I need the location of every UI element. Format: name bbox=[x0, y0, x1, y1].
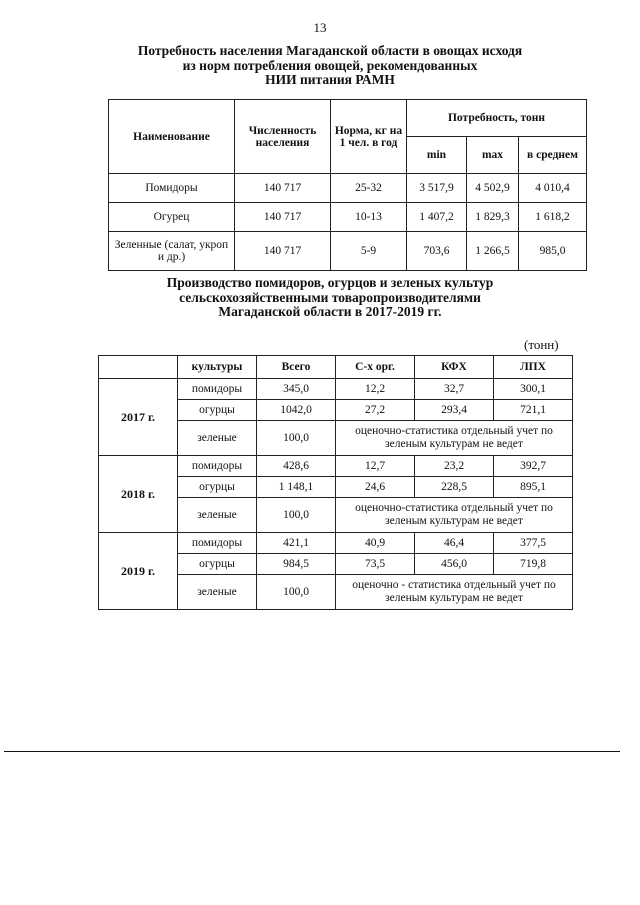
cell-crop: помидоры bbox=[178, 533, 257, 554]
cell-note: оценочно-статистика отдельный учет по зеленым культурам не ведет bbox=[336, 498, 573, 533]
header-total: Всего bbox=[257, 356, 336, 379]
cell-max: 1 829,3 bbox=[467, 203, 519, 232]
cell-org: 73,5 bbox=[336, 554, 415, 575]
cell-total: 100,0 bbox=[257, 498, 336, 533]
header-avg: в среднем bbox=[519, 137, 587, 174]
table-row bbox=[99, 456, 573, 477]
header-need: Потребность, тонн bbox=[407, 100, 587, 137]
cell-lph: 895,1 bbox=[494, 477, 573, 498]
cell-kfh: 32,7 bbox=[415, 379, 494, 400]
cell-crop: огурцы bbox=[178, 477, 257, 498]
cell-org: 24,6 bbox=[336, 477, 415, 498]
cell-kfh: 228,5 bbox=[415, 477, 494, 498]
cell-population: 140 717 bbox=[235, 174, 331, 203]
cell-lph: 377,5 bbox=[494, 533, 573, 554]
table2-title-line: Производство помидоров, огурцов и зеленых культур bbox=[166, 275, 494, 290]
cell-crop: зеленые bbox=[178, 575, 257, 610]
cell-min: 703,6 bbox=[407, 232, 467, 271]
year-cell: 2018 г. bbox=[99, 456, 178, 533]
cell-org: 12,2 bbox=[336, 379, 415, 400]
page-number: 13 bbox=[313, 20, 327, 35]
cell-org: 40,9 bbox=[336, 533, 415, 554]
cell-total: 984,5 bbox=[257, 554, 336, 575]
cell-min: 3 517,9 bbox=[407, 174, 467, 203]
cell-org: 12,7 bbox=[336, 456, 415, 477]
cell-avg: 1 618,2 bbox=[519, 203, 587, 232]
cell-total: 421,1 bbox=[257, 533, 336, 554]
cell-total: 345,0 bbox=[257, 379, 336, 400]
table-row bbox=[99, 379, 573, 400]
header-population: Численность населения bbox=[235, 100, 331, 174]
cell-name: Огурец bbox=[109, 203, 235, 232]
header-crop: культуры bbox=[178, 356, 257, 379]
header-max: max bbox=[467, 137, 519, 174]
table2-title-line: Магаданской области в 2017-2019 гг. bbox=[218, 304, 442, 319]
header-org: С-х орг. bbox=[336, 356, 415, 379]
header-kfh: КФХ bbox=[415, 356, 494, 379]
table1-title-line: из норм потребления овощей, рекомендованных bbox=[182, 57, 478, 73]
cell-total: 100,0 bbox=[257, 421, 336, 456]
table2-title-line: сельскохозяйственными товаропроизводителями bbox=[179, 289, 481, 305]
cell-population: 140 717 bbox=[235, 203, 331, 232]
table-row bbox=[109, 203, 587, 232]
cell-min: 1 407,2 bbox=[407, 203, 467, 232]
table1-title bbox=[100, 44, 560, 88]
cell-population: 140 717 bbox=[235, 232, 331, 271]
table-row bbox=[99, 533, 573, 554]
cell-crop: помидоры bbox=[178, 379, 257, 400]
cell-name: Помидоры bbox=[109, 174, 235, 203]
table-row bbox=[109, 232, 587, 271]
cell-avg: 985,0 bbox=[519, 232, 587, 271]
vegetable-demand-table bbox=[108, 99, 587, 271]
cell-norm: 10-13 bbox=[331, 203, 407, 232]
table1-title-line: Потребность населения Магаданской области в овощах исходя bbox=[137, 43, 523, 58]
footer-divider bbox=[4, 751, 620, 752]
header-min: min bbox=[407, 137, 467, 174]
cell-lph: 721,1 bbox=[494, 400, 573, 421]
cell-kfh: 23,2 bbox=[415, 456, 494, 477]
cell-lph: 392,7 bbox=[494, 456, 573, 477]
cell-crop: помидоры bbox=[178, 456, 257, 477]
cell-kfh: 456,0 bbox=[415, 554, 494, 575]
unit-label: (тонн) bbox=[524, 337, 559, 352]
cell-lph: 300,1 bbox=[494, 379, 573, 400]
cell-crop: зеленые bbox=[178, 498, 257, 533]
cell-name: Зеленные (салат, укроп и др.) bbox=[109, 232, 235, 271]
table-row bbox=[109, 174, 587, 203]
cell-note: оценочно-статистика отдельный учет по зеленым культурам не ведет bbox=[336, 421, 573, 456]
header-norm: Норма, кг на 1 чел. в год bbox=[331, 100, 407, 174]
cell-total: 428,6 bbox=[257, 456, 336, 477]
cell-total: 100,0 bbox=[257, 575, 336, 610]
cell-crop: огурцы bbox=[178, 400, 257, 421]
cell-max: 4 502,9 bbox=[467, 174, 519, 203]
cell-lph: 719,8 bbox=[494, 554, 573, 575]
table2-title bbox=[110, 276, 550, 320]
header-year-blank bbox=[99, 356, 178, 379]
cell-norm: 25-32 bbox=[331, 174, 407, 203]
cell-kfh: 293,4 bbox=[415, 400, 494, 421]
cell-crop: огурцы bbox=[178, 554, 257, 575]
year-cell: 2019 г. bbox=[99, 533, 178, 610]
table1-title-line: НИИ питания РАМН bbox=[265, 72, 395, 87]
cell-org: 27,2 bbox=[336, 400, 415, 421]
year-cell: 2017 г. bbox=[99, 379, 178, 456]
header-lph: ЛПХ bbox=[494, 356, 573, 379]
header-name: Наименование bbox=[109, 100, 235, 174]
cell-note: оценочно - статистика отдельный учет по зеленым культурам не ведет bbox=[336, 575, 573, 610]
cell-total: 1 148,1 bbox=[257, 477, 336, 498]
cell-total: 1042,0 bbox=[257, 400, 336, 421]
cell-norm: 5-9 bbox=[331, 232, 407, 271]
cell-avg: 4 010,4 bbox=[519, 174, 587, 203]
cell-kfh: 46,4 bbox=[415, 533, 494, 554]
vegetable-production-table bbox=[98, 355, 573, 610]
cell-max: 1 266,5 bbox=[467, 232, 519, 271]
cell-crop: зеленые bbox=[178, 421, 257, 456]
